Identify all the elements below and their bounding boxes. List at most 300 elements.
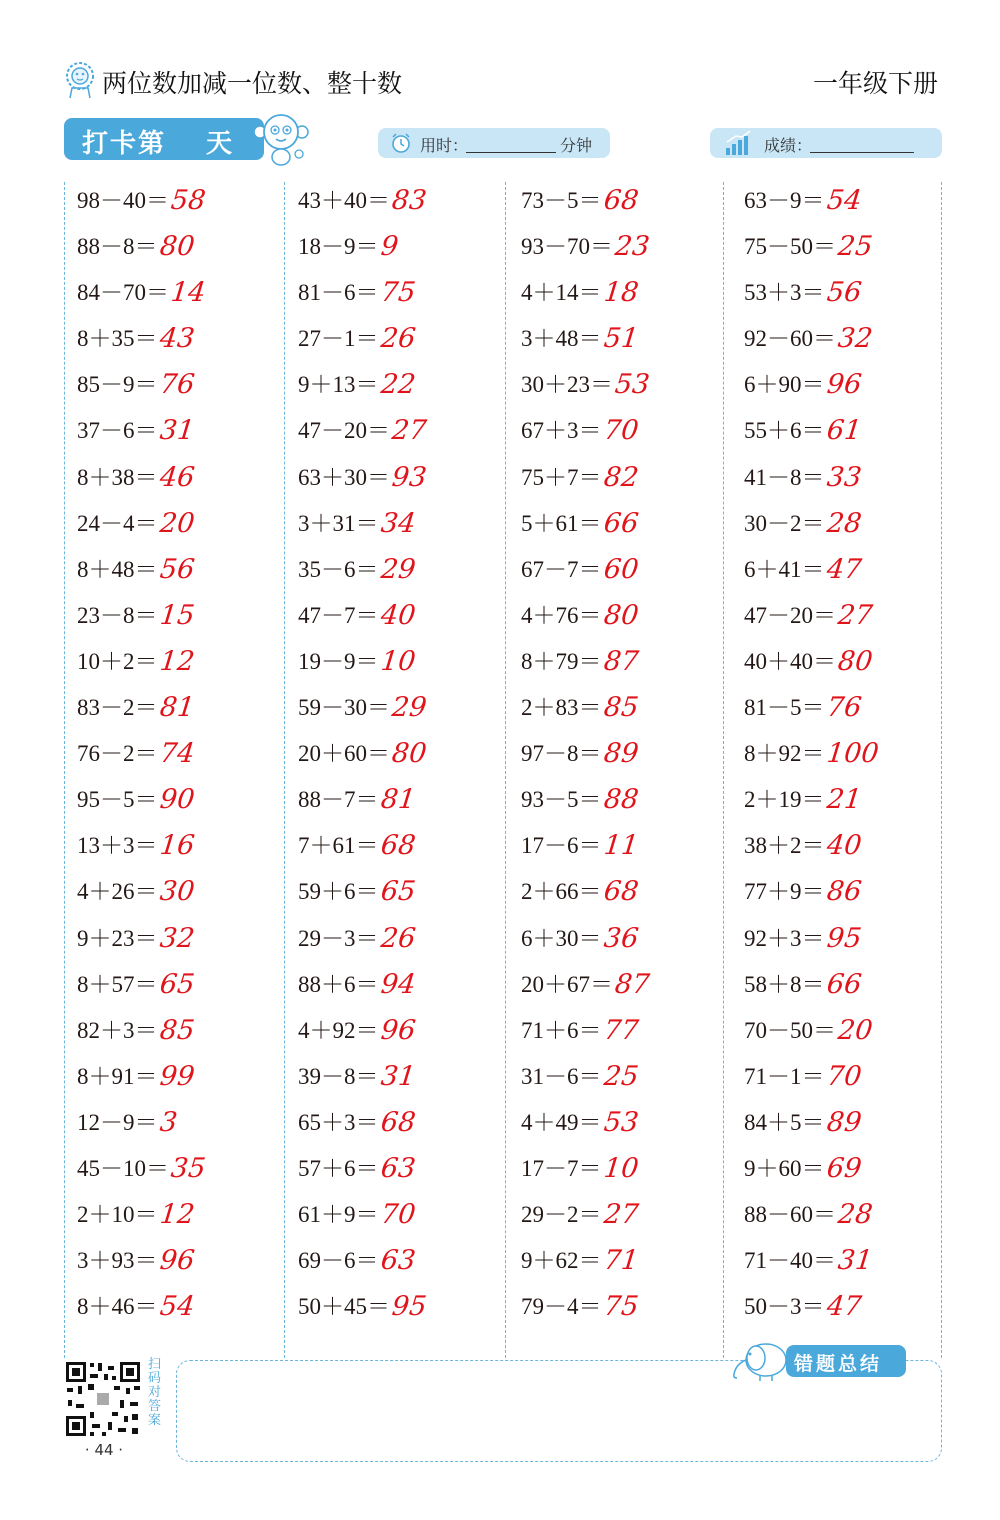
problem-expression: 6＋30＝ bbox=[521, 925, 602, 951]
problem-row bbox=[77, 593, 292, 639]
handwritten-answer[interactable]: 21 bbox=[824, 784, 863, 816]
problem-expression: 8＋91＝ bbox=[77, 1063, 158, 1089]
handwritten-answer[interactable]: 81 bbox=[157, 692, 196, 724]
handwritten-answer[interactable]: 81 bbox=[378, 784, 417, 816]
problem-expression: 3＋93＝ bbox=[77, 1248, 158, 1274]
problem-row bbox=[77, 362, 292, 408]
handwritten-answer[interactable]: 27 bbox=[601, 1199, 640, 1231]
problem-row bbox=[298, 408, 513, 454]
qr-code[interactable] bbox=[64, 1360, 142, 1438]
handwritten-answer[interactable]: 36 bbox=[601, 922, 640, 954]
problem-row bbox=[744, 731, 959, 777]
problem-row bbox=[744, 1054, 959, 1100]
problem-expression: 8＋46＝ bbox=[77, 1294, 158, 1320]
problem-expression: 41－8＝ bbox=[744, 464, 825, 490]
problem-expression: 79－4＝ bbox=[521, 1294, 602, 1320]
handwritten-answer[interactable]: 76 bbox=[824, 692, 863, 724]
handwritten-answer[interactable]: 15 bbox=[157, 599, 196, 631]
problem-expression: 67－7＝ bbox=[521, 556, 602, 582]
problem-row bbox=[521, 501, 736, 547]
lion-logo-icon bbox=[62, 60, 98, 100]
handwritten-answer[interactable]: 75 bbox=[378, 277, 417, 309]
problem-row bbox=[298, 316, 513, 362]
alarm-clock-icon bbox=[390, 132, 412, 154]
problem-expression: 39－8＝ bbox=[298, 1063, 379, 1089]
problem-row bbox=[744, 1008, 959, 1054]
handwritten-answer[interactable]: 60 bbox=[601, 553, 640, 585]
handwritten-answer[interactable]: 63 bbox=[378, 1152, 417, 1184]
problem-row bbox=[521, 1146, 736, 1192]
handwritten-answer[interactable]: 51 bbox=[601, 323, 640, 355]
problem-expression: 5＋61＝ bbox=[521, 510, 602, 536]
problem-row bbox=[521, 1100, 736, 1146]
problem-expression: 73－5＝ bbox=[521, 188, 602, 213]
handwritten-answer[interactable]: 85 bbox=[157, 1014, 196, 1046]
problem-expression: 2＋66＝ bbox=[521, 879, 602, 905]
problem-expression: 71－1＝ bbox=[744, 1063, 825, 1089]
problem-row bbox=[521, 916, 736, 962]
problem-row bbox=[77, 178, 292, 224]
problem-expression: 55＋6＝ bbox=[744, 418, 825, 444]
problem-expression: 50＋45＝ bbox=[298, 1294, 390, 1320]
handwritten-answer[interactable]: 99 bbox=[157, 1060, 196, 1092]
problem-expression: 70－50＝ bbox=[744, 1017, 836, 1043]
problem-expression: 88－8＝ bbox=[77, 234, 158, 260]
handwritten-answer[interactable]: 53 bbox=[613, 369, 652, 401]
handwritten-answer[interactable]: 54 bbox=[157, 1291, 196, 1323]
problem-expression: 59＋6＝ bbox=[298, 879, 379, 905]
problem-row bbox=[77, 962, 292, 1008]
problem-row bbox=[77, 1192, 292, 1238]
problem-row bbox=[77, 823, 292, 869]
problem-expression: 65＋3＝ bbox=[298, 1109, 379, 1135]
problem-row bbox=[298, 547, 513, 593]
problem-row bbox=[298, 869, 513, 915]
problem-row bbox=[298, 1008, 513, 1054]
handwritten-answer[interactable]: 56 bbox=[157, 553, 196, 585]
problem-expression: 8＋92＝ bbox=[744, 741, 825, 767]
problem-expression: 29－2＝ bbox=[521, 1202, 602, 1228]
problem-expression: 20＋67＝ bbox=[521, 971, 613, 997]
handwritten-answer[interactable]: 23 bbox=[613, 231, 652, 263]
problem-row bbox=[77, 547, 292, 593]
handwritten-answer[interactable]: 74 bbox=[157, 738, 196, 770]
handwritten-answer[interactable]: 25 bbox=[836, 231, 875, 263]
problem-expression: 35－6＝ bbox=[298, 556, 379, 582]
handwritten-answer[interactable]: 89 bbox=[601, 738, 640, 770]
handwritten-answer[interactable]: 87 bbox=[613, 968, 652, 1000]
problem-expression: 71－40＝ bbox=[744, 1248, 836, 1274]
handwritten-answer[interactable]: 28 bbox=[836, 1199, 875, 1231]
problem-row bbox=[521, 547, 736, 593]
problem-expression: 57＋6＝ bbox=[298, 1155, 379, 1181]
handwritten-answer[interactable]: 87 bbox=[601, 645, 640, 677]
problem-row bbox=[521, 869, 736, 915]
problem-expression: 31－6＝ bbox=[521, 1063, 602, 1089]
handwritten-answer[interactable]: 68 bbox=[378, 1106, 417, 1138]
handwritten-answer[interactable]: 80 bbox=[836, 645, 875, 677]
problem-row bbox=[77, 1008, 292, 1054]
problem-row bbox=[744, 1146, 959, 1192]
handwritten-answer[interactable]: 25 bbox=[601, 1060, 640, 1092]
handwritten-answer[interactable]: 20 bbox=[157, 507, 196, 539]
handwritten-answer[interactable]: 89 bbox=[824, 1106, 863, 1138]
problem-row bbox=[521, 178, 736, 224]
handwritten-answer[interactable]: 70 bbox=[378, 1199, 417, 1231]
problem-row bbox=[744, 1192, 959, 1238]
problem-row bbox=[298, 1284, 513, 1330]
monkey-mascot-icon bbox=[252, 112, 310, 168]
problem-row bbox=[521, 455, 736, 501]
problem-expression: 88－7＝ bbox=[298, 787, 379, 813]
problem-row bbox=[77, 455, 292, 501]
problem-row bbox=[77, 501, 292, 547]
problem-expression: 38＋2＝ bbox=[744, 833, 825, 859]
handwritten-answer[interactable]: 80 bbox=[157, 231, 196, 263]
problem-row bbox=[77, 1054, 292, 1100]
problem-row bbox=[298, 639, 513, 685]
handwritten-answer[interactable]: 10 bbox=[601, 1152, 640, 1184]
problem-row bbox=[298, 1238, 513, 1284]
problem-column-3 bbox=[521, 178, 736, 1330]
handwritten-answer[interactable]: 88 bbox=[601, 784, 640, 816]
problem-expression: 63＋30＝ bbox=[298, 464, 390, 490]
problem-row bbox=[298, 777, 513, 823]
problem-expression: 30－2＝ bbox=[744, 510, 825, 536]
handwritten-answer[interactable]: 68 bbox=[378, 830, 417, 862]
problem-expression: 92＋3＝ bbox=[744, 925, 825, 951]
handwritten-answer[interactable]: 66 bbox=[824, 968, 863, 1000]
problem-expression: 3＋48＝ bbox=[521, 326, 602, 352]
problem-row bbox=[77, 316, 292, 362]
problem-row bbox=[298, 823, 513, 869]
problem-expression: 10＋2＝ bbox=[77, 648, 158, 674]
handwritten-answer[interactable]: 46 bbox=[157, 461, 196, 493]
handwritten-answer[interactable]: 3 bbox=[157, 1106, 179, 1138]
problem-row bbox=[298, 178, 513, 224]
problem-expression: 4＋76＝ bbox=[521, 602, 602, 628]
problem-row bbox=[744, 362, 959, 408]
problem-expression: 2＋19＝ bbox=[744, 787, 825, 813]
problem-expression: 58＋8＝ bbox=[744, 971, 825, 997]
problem-expression: 20＋60＝ bbox=[298, 741, 390, 767]
problem-expression: 30＋23＝ bbox=[521, 372, 613, 398]
punch-card-label: 打卡第 bbox=[82, 129, 167, 159]
handwritten-answer[interactable]: 29 bbox=[390, 692, 429, 724]
problem-row bbox=[521, 1008, 736, 1054]
problem-row bbox=[298, 270, 513, 316]
handwritten-answer[interactable]: 100 bbox=[824, 738, 880, 770]
problem-row bbox=[744, 639, 959, 685]
handwritten-answer[interactable]: 77 bbox=[601, 1014, 640, 1046]
handwritten-answer[interactable]: 27 bbox=[836, 599, 875, 631]
problem-expression: 84－70＝ bbox=[77, 280, 169, 306]
problem-expression: 3＋31＝ bbox=[298, 510, 379, 536]
problem-row bbox=[521, 731, 736, 777]
problem-row bbox=[77, 224, 292, 270]
handwritten-answer[interactable]: 10 bbox=[378, 645, 417, 677]
problem-expression: 4＋92＝ bbox=[298, 1017, 379, 1043]
handwritten-answer[interactable]: 76 bbox=[157, 369, 196, 401]
problem-row bbox=[77, 1146, 292, 1192]
problem-expression: 81－6＝ bbox=[298, 280, 379, 306]
handwritten-answer[interactable]: 18 bbox=[601, 277, 640, 309]
handwritten-answer[interactable]: 27 bbox=[390, 415, 429, 447]
handwritten-answer[interactable]: 34 bbox=[378, 507, 417, 539]
problem-row bbox=[744, 962, 959, 1008]
handwritten-answer[interactable]: 75 bbox=[601, 1291, 640, 1323]
handwritten-answer[interactable]: 32 bbox=[157, 922, 196, 954]
problem-expression: 77＋9＝ bbox=[744, 879, 825, 905]
problem-row bbox=[521, 823, 736, 869]
problem-expression: 40＋40＝ bbox=[744, 648, 836, 674]
handwritten-answer[interactable]: 47 bbox=[824, 1291, 863, 1323]
handwritten-answer[interactable]: 85 bbox=[601, 692, 640, 724]
problem-expression: 9＋60＝ bbox=[744, 1155, 825, 1181]
punch-card-day-unit: 天 bbox=[206, 129, 233, 159]
problem-expression: 69－6＝ bbox=[298, 1248, 379, 1274]
problem-row bbox=[521, 685, 736, 731]
problem-expression: 6＋90＝ bbox=[744, 372, 825, 398]
handwritten-answer[interactable]: 40 bbox=[824, 830, 863, 862]
handwritten-answer[interactable]: 63 bbox=[378, 1245, 417, 1277]
handwritten-answer[interactable]: 9 bbox=[378, 231, 400, 263]
problem-row bbox=[521, 639, 736, 685]
problem-expression: 4＋49＝ bbox=[521, 1109, 602, 1135]
problem-row bbox=[744, 777, 959, 823]
problem-column-1 bbox=[77, 178, 292, 1330]
problem-expression: 12－9＝ bbox=[77, 1109, 158, 1135]
handwritten-answer[interactable]: 40 bbox=[378, 599, 417, 631]
handwritten-answer[interactable]: 31 bbox=[378, 1060, 417, 1092]
problem-row bbox=[744, 1238, 959, 1284]
problem-row bbox=[744, 547, 959, 593]
handwritten-answer[interactable]: 65 bbox=[157, 968, 196, 1000]
problem-expression: 84＋5＝ bbox=[744, 1109, 825, 1135]
page-number: · 44 · bbox=[84, 1441, 124, 1459]
problem-row bbox=[744, 593, 959, 639]
handwritten-answer[interactable]: 22 bbox=[378, 369, 417, 401]
problem-row bbox=[744, 224, 959, 270]
problem-row bbox=[744, 408, 959, 454]
problem-expression: 71＋6＝ bbox=[521, 1017, 602, 1043]
handwritten-answer[interactable]: 71 bbox=[601, 1245, 640, 1277]
handwritten-answer[interactable]: 54 bbox=[824, 185, 863, 216]
score-label: 成绩： bbox=[764, 136, 813, 155]
handwritten-answer[interactable]: 96 bbox=[824, 369, 863, 401]
problem-row bbox=[521, 316, 736, 362]
handwritten-answer[interactable]: 70 bbox=[601, 415, 640, 447]
problem-expression: 8＋57＝ bbox=[77, 971, 158, 997]
column-divider bbox=[64, 182, 65, 1358]
bar-chart-icon bbox=[724, 130, 752, 156]
problem-expression: 67＋3＝ bbox=[521, 418, 602, 444]
handwritten-answer[interactable]: 16 bbox=[157, 830, 196, 862]
problem-row bbox=[77, 408, 292, 454]
handwritten-answer[interactable]: 30 bbox=[157, 876, 196, 908]
handwritten-answer[interactable]: 95 bbox=[824, 922, 863, 954]
handwritten-answer[interactable]: 80 bbox=[601, 599, 640, 631]
handwritten-answer[interactable]: 47 bbox=[824, 553, 863, 585]
time-label: 用时： bbox=[420, 136, 469, 155]
handwritten-answer[interactable]: 12 bbox=[157, 1199, 196, 1231]
mistake-summary-label: 错题总结 bbox=[794, 1353, 883, 1375]
handwritten-answer[interactable]: 35 bbox=[169, 1152, 208, 1184]
problem-expression: 7＋61＝ bbox=[298, 833, 379, 859]
handwritten-answer[interactable]: 69 bbox=[824, 1152, 863, 1184]
problem-row bbox=[77, 270, 292, 316]
problem-expression: 13＋3＝ bbox=[77, 833, 158, 859]
handwritten-answer[interactable]: 14 bbox=[169, 277, 208, 309]
problem-expression: 47－7＝ bbox=[298, 602, 379, 628]
handwritten-answer[interactable]: 70 bbox=[824, 1060, 863, 1092]
handwritten-answer[interactable]: 93 bbox=[390, 461, 429, 493]
handwritten-answer[interactable]: 11 bbox=[601, 830, 640, 862]
problem-row bbox=[521, 1284, 736, 1330]
problem-row bbox=[77, 1238, 292, 1284]
problem-expression: 17－6＝ bbox=[521, 833, 602, 859]
handwritten-answer[interactable]: 12 bbox=[157, 645, 196, 677]
handwritten-answer[interactable]: 61 bbox=[824, 415, 863, 447]
elephant-icon bbox=[730, 1338, 792, 1382]
handwritten-answer[interactable]: 58 bbox=[169, 185, 208, 216]
problem-row bbox=[77, 1100, 292, 1146]
problem-expression: 23－8＝ bbox=[77, 602, 158, 628]
problem-expression: 43＋40＝ bbox=[298, 188, 390, 213]
handwritten-answer[interactable]: 56 bbox=[824, 277, 863, 309]
handwritten-answer[interactable]: 26 bbox=[378, 922, 417, 954]
problem-row bbox=[744, 501, 959, 547]
problem-row bbox=[77, 777, 292, 823]
problem-row bbox=[521, 777, 736, 823]
grade-label: 一年级下册 bbox=[812, 69, 938, 98]
problem-row bbox=[744, 316, 959, 362]
handwritten-answer[interactable]: 90 bbox=[157, 784, 196, 816]
problem-expression: 95－5＝ bbox=[77, 787, 158, 813]
problem-expression: 2＋83＝ bbox=[521, 695, 602, 721]
problem-row bbox=[298, 455, 513, 501]
problem-expression: 88－60＝ bbox=[744, 1202, 836, 1228]
problem-expression: 76－2＝ bbox=[77, 741, 158, 767]
problem-expression: 45－10＝ bbox=[77, 1155, 169, 1181]
time-unit: 分钟 bbox=[560, 136, 593, 155]
handwritten-answer[interactable]: 96 bbox=[157, 1245, 196, 1277]
problem-expression: 93－5＝ bbox=[521, 787, 602, 813]
problem-row bbox=[298, 1100, 513, 1146]
problem-expression: 9＋13＝ bbox=[298, 372, 379, 398]
problem-row bbox=[298, 1146, 513, 1192]
problem-expression: 50－3＝ bbox=[744, 1294, 825, 1320]
handwritten-answer[interactable]: 31 bbox=[157, 415, 196, 447]
problem-expression: 8＋38＝ bbox=[77, 464, 158, 490]
problem-expression: 88＋6＝ bbox=[298, 971, 379, 997]
handwritten-answer[interactable]: 82 bbox=[601, 461, 640, 493]
problem-expression: 82＋3＝ bbox=[77, 1017, 158, 1043]
handwritten-answer[interactable]: 53 bbox=[601, 1106, 640, 1138]
handwritten-answer[interactable]: 26 bbox=[378, 323, 417, 355]
problem-expression: 18－9＝ bbox=[298, 234, 379, 260]
problem-row bbox=[744, 869, 959, 915]
problem-expression: 8＋48＝ bbox=[77, 556, 158, 582]
problem-expression: 59－30＝ bbox=[298, 695, 390, 721]
problem-row bbox=[298, 1192, 513, 1238]
problem-row bbox=[298, 501, 513, 547]
handwritten-answer[interactable]: 83 bbox=[390, 185, 429, 216]
problem-row bbox=[77, 1284, 292, 1330]
problem-row bbox=[521, 1054, 736, 1100]
problem-row bbox=[77, 685, 292, 731]
problem-row bbox=[744, 455, 959, 501]
problem-expression: 8＋35＝ bbox=[77, 326, 158, 352]
handwritten-answer[interactable]: 28 bbox=[824, 507, 863, 539]
handwritten-answer[interactable]: 65 bbox=[378, 876, 417, 908]
problem-row bbox=[298, 593, 513, 639]
handwritten-answer[interactable]: 31 bbox=[836, 1245, 875, 1277]
problem-expression: 47－20＝ bbox=[744, 602, 836, 628]
problem-expression: 97－8＝ bbox=[521, 741, 602, 767]
problem-expression: 98－40＝ bbox=[77, 188, 169, 213]
problem-row bbox=[744, 270, 959, 316]
handwritten-answer[interactable]: 32 bbox=[836, 323, 875, 355]
problem-expression: 19－9＝ bbox=[298, 648, 379, 674]
handwritten-answer[interactable]: 66 bbox=[601, 507, 640, 539]
problem-expression: 75－50＝ bbox=[744, 234, 836, 260]
problem-row bbox=[744, 178, 959, 224]
handwritten-answer[interactable]: 68 bbox=[601, 876, 640, 908]
handwritten-answer[interactable]: 68 bbox=[601, 185, 640, 216]
handwritten-answer[interactable]: 80 bbox=[390, 738, 429, 770]
problem-row bbox=[521, 1238, 736, 1284]
handwritten-answer[interactable]: 29 bbox=[378, 553, 417, 585]
handwritten-answer[interactable]: 33 bbox=[824, 461, 863, 493]
time-input-line[interactable] bbox=[466, 152, 556, 153]
problem-expression: 8＋79＝ bbox=[521, 648, 602, 674]
problem-expression: 37－6＝ bbox=[77, 418, 158, 444]
problem-expression: 4＋26＝ bbox=[77, 879, 158, 905]
problem-expression: 9＋62＝ bbox=[521, 1248, 602, 1274]
problem-row bbox=[77, 639, 292, 685]
score-input-line[interactable] bbox=[810, 152, 914, 153]
problem-expression: 2＋10＝ bbox=[77, 1202, 158, 1228]
problem-row bbox=[298, 362, 513, 408]
problem-expression: 29－3＝ bbox=[298, 925, 379, 951]
handwritten-answer[interactable]: 20 bbox=[836, 1014, 875, 1046]
handwritten-answer[interactable]: 95 bbox=[390, 1291, 429, 1323]
handwritten-answer[interactable]: 43 bbox=[157, 323, 196, 355]
scan-for-answers-label: 扫码对答案 bbox=[148, 1357, 162, 1428]
problem-expression: 85－9＝ bbox=[77, 372, 158, 398]
problem-column-2 bbox=[298, 178, 513, 1330]
problem-row bbox=[744, 916, 959, 962]
problem-row bbox=[521, 593, 736, 639]
handwritten-answer[interactable]: 94 bbox=[378, 968, 417, 1000]
problem-row bbox=[77, 731, 292, 777]
problem-row bbox=[521, 362, 736, 408]
problem-expression: 9＋23＝ bbox=[77, 925, 158, 951]
problem-expression: 24－4＝ bbox=[77, 510, 158, 536]
problem-row bbox=[521, 224, 736, 270]
handwritten-answer[interactable]: 96 bbox=[378, 1014, 417, 1046]
problem-expression: 75＋7＝ bbox=[521, 464, 602, 490]
problem-row bbox=[298, 731, 513, 777]
problem-row bbox=[77, 916, 292, 962]
handwritten-answer[interactable]: 86 bbox=[824, 876, 863, 908]
problem-expression: 92－60＝ bbox=[744, 326, 836, 352]
problem-expression: 6＋41＝ bbox=[744, 556, 825, 582]
problem-expression: 61＋9＝ bbox=[298, 1202, 379, 1228]
problem-row bbox=[744, 1100, 959, 1146]
problem-row bbox=[744, 685, 959, 731]
